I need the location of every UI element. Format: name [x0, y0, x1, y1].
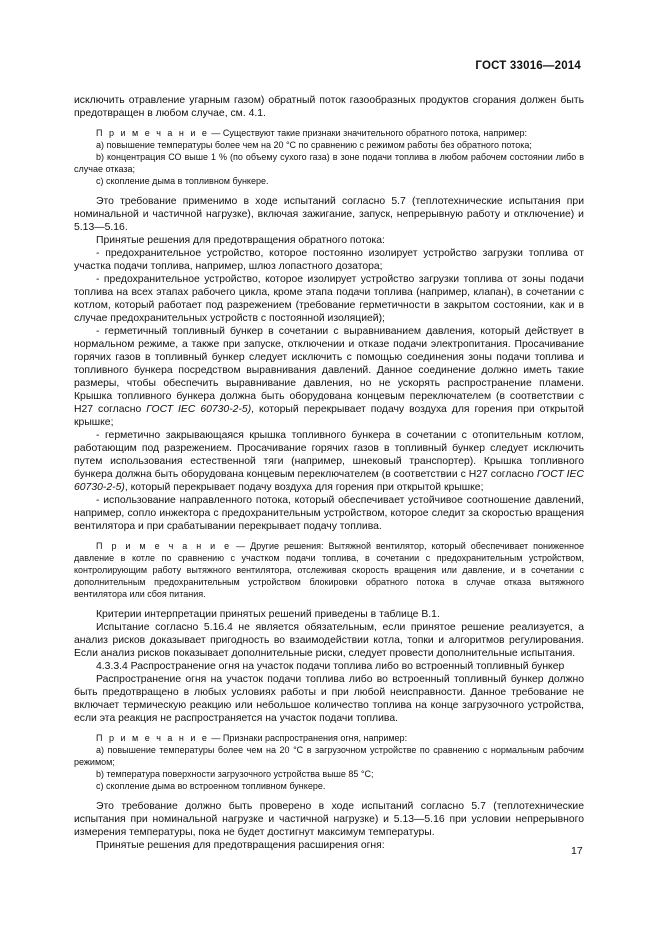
note-text: — Признаки распространения огня, например: — [208, 733, 408, 743]
note-label: П р и м е ч а н и е — [96, 128, 209, 138]
page-number: 17 — [571, 845, 583, 857]
note-label: П р и м е ч а н и е — [96, 733, 209, 743]
note-text: — Другие решения: Вытяжной вентилятор, который обеспечивает пониженное давление в котле по сравнению с участком подачи топлива, в сочетании с предохранительным устройством, контролирующим работу вытяжного вентилятора, отслеживая скорость вращения или давление, и в сочетании с дополнительным предохранительным устройством блокировки обратного потока в случае отказа вытяжного вентилятора или сбоя питания. — [74, 541, 585, 599]
paragraph: Распространение огня на участок подачи топлива либо во встроенный топливный бункер должно быть предотвращено в любых условиях работы и при любой неисправности. Данное требование не включает термическую реакцию или небольшое количество топлива на конце загрузочного устройства, если эта реакция не распространяется на участок подачи топлива. — [74, 674, 584, 724]
note-item: а) повышение температуры более чем на 20 °С в загрузочном устройстве по сравнению с нормальным рабочим режимом; — [74, 745, 584, 767]
list-item — [74, 325, 584, 429]
note-item: с) скопление дыма во встроенном топливном бункере. — [96, 781, 326, 791]
note-block — [74, 732, 584, 792]
note-block — [74, 540, 584, 600]
note-intro — [74, 732, 584, 744]
list-item — [74, 429, 584, 494]
note-item: а) повышение температуры более чем на 20 °С по сравнению с режимом работы без обратного потока; — [96, 140, 532, 150]
note-intro — [74, 127, 584, 139]
standard-reference: ГОСТ IEC 60730-2-5) — [146, 404, 252, 415]
list-item-text: - герметично закрывающаяся крышка топливного бункера в сочетании с отопительным котлом, работающим под разрежением. Просачивание горячих газов в топливный бункер следует исключить путем использования естественной тяги (например, шнековый транспортер). Крышка топливного бункера должна быть оборудована концевым переключателем (в соответствии с Н27 согласно — [74, 430, 584, 480]
note-item: b) температура поверхности загрузочного устройства выше 85 °С; — [96, 769, 374, 779]
note-item: b) концентрация СО выше 1 % (по объему сухого газа) в зоне подачи топлива в любом рабочем состоянии либо в случае отказа; — [74, 152, 584, 174]
list-item: - использование направленного потока, который обеспечивает устойчивое соотношение давлений, например, сопло инжектора с предохранительным устройством, которое следит за скоростью вращения вентилятора и при срабатывании перекрывает подачу топлива. — [74, 495, 584, 532]
paragraph: Принятые решения для предотвращения обратного потока: — [96, 235, 385, 246]
note-intro — [74, 540, 584, 600]
list-item: - предохранительное устройство, которое постоянно изолирует устройство загрузки топлива от участка подачи топлива, например, шлюз лопастного дозатора; — [74, 248, 584, 272]
list-item-text: , который перекрывает подачу воздуха для горения при открытой крышке; — [74, 404, 584, 428]
list-item-text: , который перекрывает подачу воздуха для горения при открытой крышке; — [124, 482, 484, 493]
page-body — [74, 94, 584, 852]
list-item-text: - герметичный топливный бункер в сочетании с выравниванием давления, который действует в нормальном режиме, а также при запуске, отключении и отказе подачи электропитания. Просачивание горячих газов в топливный бункер следует исключить с помощью соединения зоны подачи топлива и топливного бункера посредством выравнивания давлений. Данное соединение должно иметь такие размеры, чтобы обеспечить выравнивание давления, но не ускорять распространение пламени. Крышка топливного бункера должна быть оборудована концевым переключателем (в соответствии с Н27 согласно — [74, 326, 584, 415]
note-item: с) скопление дыма в топливном бункере. — [96, 176, 269, 186]
paragraph: Принятые решения для предотвращения расширения огня: — [96, 840, 385, 851]
note-text: — Существуют такие признаки значительного обратного потока, например: — [208, 128, 528, 138]
list-item: - предохранительное устройство, которое изолирует устройство загрузки топлива от зоны подачи топлива на всех этапах рабочего цикла, кроме этапа подачи топлива (например, клапан), в сочетании с котлом, который работает под разрежением (требование герметичности в закрытом состоянии, как и в случае предохранительных устройств с постоянной изоляцией); — [74, 274, 584, 324]
paragraph: Это требование должно быть проверено в ходе испытаний согласно 5.7 (теплотехнические испытания при номинальной нагрузке и частичной нагрузке) и 5.13—5.16 при условии непрерывного измерения температуры, пока не будет достигнут максимум температуры. — [74, 801, 584, 838]
note-label: П р и м е ч а н и е — [96, 541, 232, 551]
paragraph: Критерии интерпретации принятых решений приведены в таблице В.1. — [96, 609, 440, 620]
paragraph: Это требование применимо в ходе испытаний согласно 5.7 (теплотехнические испытания при номинальной и частичной нагрузке), включая зажигание, запуск, непрерывную работу и отключение) и 5.13—5.16. — [74, 196, 584, 233]
paragraph: исключить отравление угарным газом) обратный поток газообразных продуктов сгорания должен быть предотвращен в любом случае, см. 4.1. — [74, 95, 584, 119]
section-heading: 4.3.3.4 Распространение огня на участок подачи топлива либо во встроенный топливный бункер — [96, 661, 565, 672]
paragraph: Испытание согласно 5.16.4 не является обязательным, если принятое решение реализуется, а анализ рисков доказывает пригодность во взаимодействии котла, топки и алгоритмов регулирования. Если анализ рисков показывает дополнительные риски, следует провести дополнительные испытания. — [74, 622, 584, 659]
standard-reference: ГОСТ IEC 60730-2-5) — [74, 469, 584, 493]
note-block — [74, 127, 584, 187]
standard-number-header: ГОСТ 33016—2014 — [475, 60, 581, 72]
